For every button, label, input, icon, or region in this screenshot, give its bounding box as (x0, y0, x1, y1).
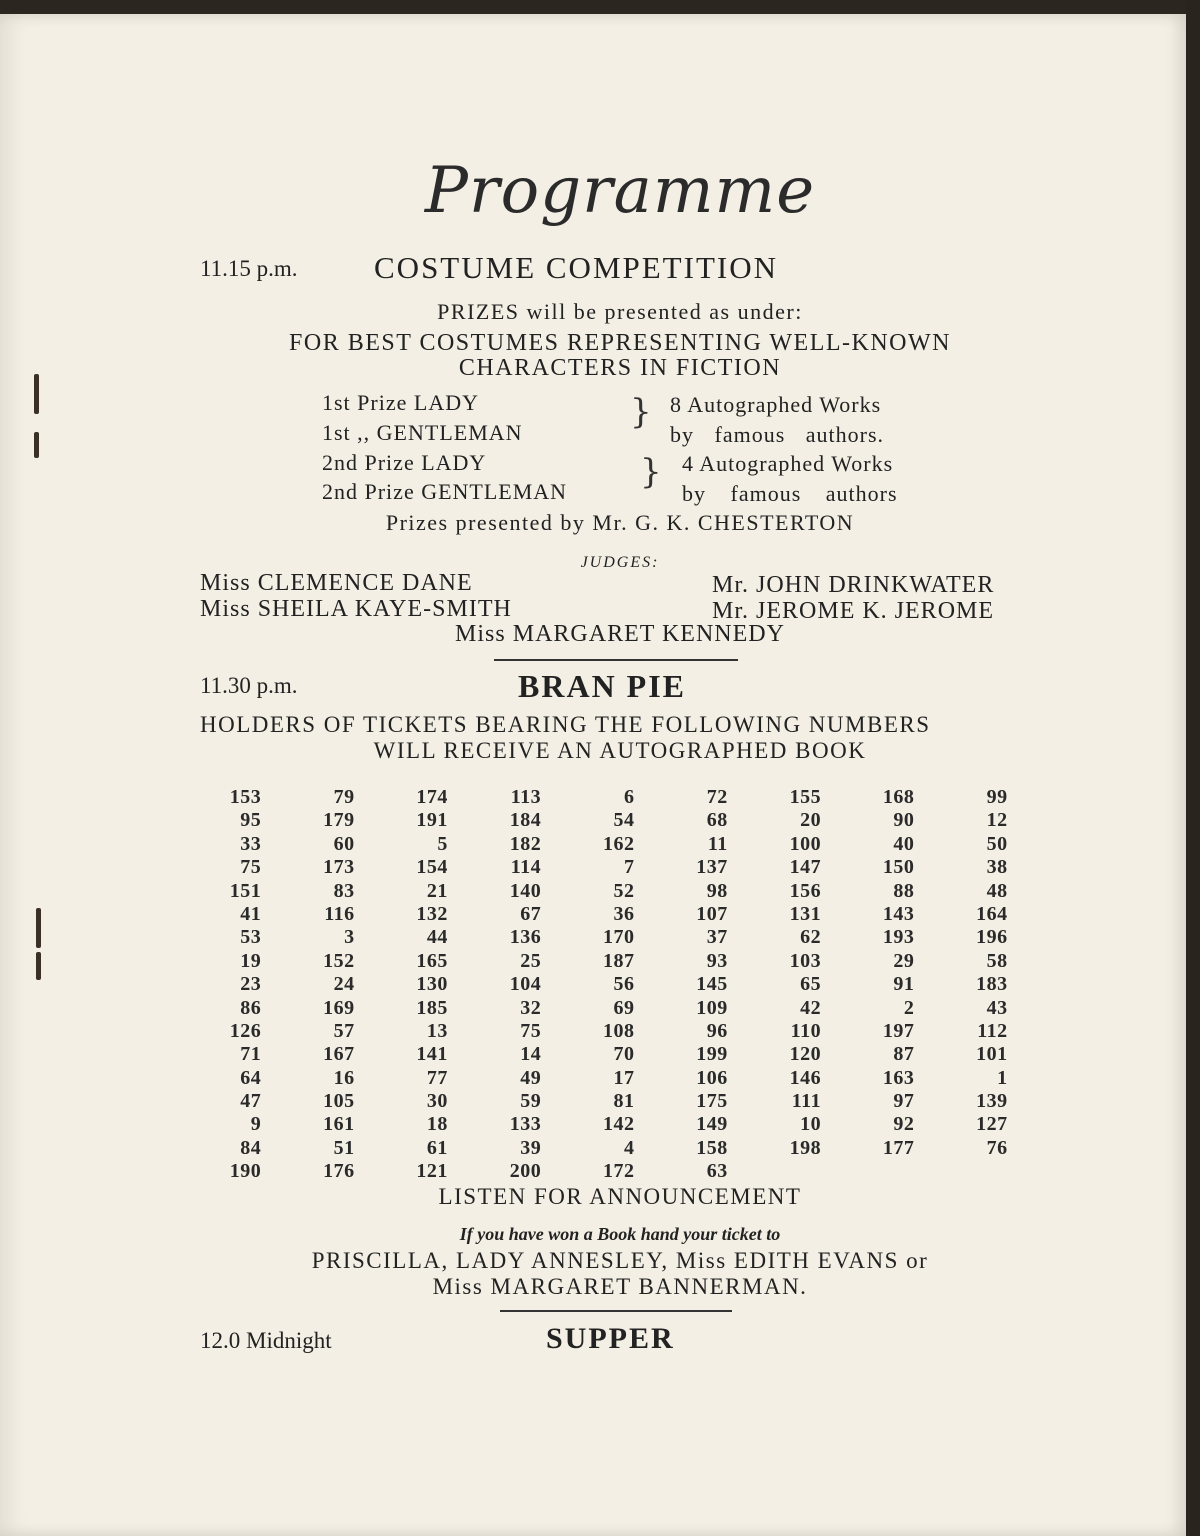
ticket-number: 50 (986, 832, 1008, 855)
ticket-number: 132 (416, 902, 448, 925)
binding-mark (36, 952, 41, 980)
ticket-number: 116 (324, 902, 355, 925)
ticket-number: 142 (602, 1113, 635, 1136)
ticket-number: 44 (426, 926, 448, 949)
prize-award: by famous authors. (670, 422, 885, 447)
ticket-number: 81 (613, 1090, 635, 1113)
ticket-number: 71 (240, 1043, 262, 1066)
ticket-number: 21 (426, 879, 448, 902)
ticket-number: 107 (696, 902, 728, 925)
ticket-number: 91 (893, 973, 915, 996)
programme-page (0, 14, 1186, 1536)
costume-time: 11.15 p.m. (200, 256, 298, 281)
ticket-number: 136 (509, 926, 542, 949)
ticket-number: 131 (789, 902, 822, 925)
ticket-number: 162 (602, 832, 635, 855)
ticket-number: 175 (696, 1090, 728, 1113)
number-row (180, 1113, 1020, 1136)
ticket-number: 126 (229, 1019, 262, 1042)
ticket-number: 47 (240, 1090, 262, 1113)
ticket-number: 112 (977, 1019, 1008, 1042)
category-line-2: CHARACTERS IN FICTION (458, 355, 782, 381)
ticket-number: 155 (789, 786, 822, 808)
ticket-number: 19 (240, 949, 262, 972)
ticket-number: 13 (426, 1019, 448, 1042)
bran-pie-line-1: HOLDERS OF TICKETS BEARING THE FOLLOWING NUMBERS (200, 712, 931, 737)
ticket-number: 174 (416, 786, 448, 808)
ticket-number: 88 (893, 879, 915, 902)
ticket-number: 114 (510, 856, 542, 879)
ticket-number: 95 (240, 809, 262, 832)
prize-award: 8 Autographed Works (670, 392, 882, 417)
judge-name: Miss CLEMENCE DANE (200, 570, 473, 596)
ticket-number: 76 (986, 1136, 1008, 1159)
ticket-number: 87 (893, 1043, 915, 1066)
ticket-number: 185 (416, 996, 448, 1019)
ticket-number: 10 (800, 1113, 822, 1136)
ticket-number: 67 (520, 902, 542, 925)
number-row (180, 903, 1020, 926)
prize-award: 4 Autographed Works (682, 451, 894, 476)
ticket-number: 111 (791, 1090, 822, 1113)
ticket-number: 151 (229, 879, 262, 902)
prize-label: 2nd Prize LADY (322, 450, 487, 475)
ticket-number: 33 (240, 832, 262, 855)
ticket-number: 75 (520, 1019, 542, 1042)
presented-by: Prizes presented by Mr. G. K. CHESTERTON (385, 510, 855, 535)
ticket-number: 101 (976, 1043, 1008, 1066)
number-row (180, 786, 1020, 809)
ticket-number: 5 (437, 832, 448, 855)
ticket-number: 77 (426, 1066, 448, 1089)
ticket-number: 29 (893, 949, 915, 972)
ticket-number: 113 (510, 786, 542, 808)
supper-heading: SUPPER (546, 1322, 675, 1355)
binding-mark (34, 432, 39, 458)
ticket-number: 139 (976, 1090, 1008, 1113)
contact-line-1: PRISCILLA, LADY ANNESLEY, Miss EDITH EVANS or (311, 1248, 929, 1273)
ticket-number: 30 (426, 1090, 448, 1113)
listen-announcement: LISTEN FOR ANNOUNCEMENT (438, 1184, 802, 1209)
ticket-number: 65 (800, 973, 822, 996)
ticket-number: 7 (623, 856, 635, 879)
ticket-number: 72 (706, 786, 728, 808)
ticket-number: 63 (706, 1160, 728, 1183)
ticket-number: 130 (416, 973, 448, 996)
ticket-number: 25 (520, 949, 542, 972)
number-row (180, 1090, 1020, 1113)
ticket-number: 137 (696, 856, 728, 879)
ticket-number: 104 (509, 973, 542, 996)
ticket-number: 169 (323, 996, 355, 1019)
prize-label: 1st ,, GENTLEMAN (322, 420, 523, 445)
ticket-number: 39 (520, 1136, 542, 1159)
binding-mark (36, 908, 41, 948)
ticket-number: 127 (976, 1113, 1008, 1136)
prizes-intro: PRIZES will be presented as under: (437, 299, 803, 324)
bran-pie-line-2: WILL RECEIVE AN AUTOGRAPHED BOOK (373, 738, 867, 763)
ticket-number: 170 (602, 926, 635, 949)
ticket-number: 49 (520, 1066, 542, 1089)
ticket-number: 41 (240, 902, 262, 925)
prize-label: 2nd Prize GENTLEMAN (322, 479, 568, 504)
ticket-number: 12 (986, 809, 1008, 832)
ticket-number: 84 (240, 1136, 262, 1159)
ticket-number-grid (180, 786, 1020, 1184)
ticket-number: 6 (623, 786, 635, 808)
ticket-number: 106 (696, 1066, 728, 1089)
ticket-number: 48 (986, 879, 1008, 902)
ticket-number: 143 (882, 902, 915, 925)
ticket-number: 156 (789, 879, 822, 902)
bran-pie-heading: BRAN PIE (518, 668, 687, 704)
number-row (180, 880, 1020, 903)
ticket-number: 173 (323, 856, 355, 879)
divider (494, 659, 738, 661)
ticket-number: 150 (882, 856, 915, 879)
ticket-number: 108 (602, 1019, 635, 1042)
ticket-number: 51 (333, 1136, 355, 1159)
number-row (180, 926, 1020, 949)
ticket-number: 11 (707, 832, 728, 855)
ticket-number: 69 (613, 996, 635, 1019)
judges-label: JUDGES: (580, 554, 660, 571)
costume-heading: COSTUME COMPETITION (374, 250, 778, 285)
contact-line-2: Miss MARGARET BANNERMAN. (432, 1274, 808, 1299)
ticket-number: 92 (893, 1113, 915, 1136)
ticket-number: 68 (706, 809, 728, 832)
number-row (180, 997, 1020, 1020)
ticket-number: 70 (613, 1043, 635, 1066)
judge-name: Miss MARGARET KENNEDY (455, 621, 785, 647)
ticket-number: 99 (986, 786, 1008, 808)
ticket-number: 23 (240, 973, 262, 996)
ticket-number: 9 (250, 1113, 262, 1136)
number-row (180, 833, 1020, 856)
ticket-number: 146 (789, 1066, 822, 1089)
ticket-number: 184 (509, 809, 542, 832)
ticket-number: 193 (882, 926, 915, 949)
ticket-number: 177 (882, 1136, 915, 1159)
divider (500, 1310, 732, 1312)
ticket-number: 38 (986, 856, 1008, 879)
prize-label: 1st Prize LADY (322, 390, 479, 415)
ticket-number: 58 (986, 949, 1008, 972)
ticket-number: 4 (623, 1136, 635, 1159)
ticket-number: 141 (416, 1043, 448, 1066)
ticket-number: 172 (602, 1160, 635, 1183)
ticket-number: 96 (706, 1019, 728, 1042)
brace-icon: } (630, 392, 652, 432)
ticket-number: 105 (323, 1090, 355, 1113)
ticket-number: 163 (882, 1066, 915, 1089)
ticket-number: 183 (976, 973, 1008, 996)
ticket-number: 133 (509, 1113, 542, 1136)
ticket-number: 187 (602, 949, 635, 972)
ticket-number: 86 (240, 996, 262, 1019)
ticket-number: 79 (333, 786, 355, 808)
ticket-number: 109 (696, 996, 728, 1019)
ticket-number: 145 (696, 973, 728, 996)
number-row (180, 1020, 1020, 1043)
ticket-number: 56 (613, 973, 635, 996)
ticket-number: 59 (520, 1090, 542, 1113)
ticket-number: 103 (789, 949, 822, 972)
ticket-number: 14 (520, 1043, 542, 1066)
ticket-number: 60 (333, 832, 355, 855)
supper-time: 12.0 Midnight (200, 1328, 332, 1353)
ticket-number: 154 (416, 856, 448, 879)
programme-title: Programme (424, 154, 816, 228)
ticket-number: 17 (613, 1066, 635, 1089)
category-line-1: FOR BEST COSTUMES REPRESENTING WELL-KNOWN (289, 330, 951, 356)
judge-name: Mr. JOHN DRINKWATER (712, 572, 995, 598)
ticket-number: 152 (323, 949, 355, 972)
ticket-number: 53 (240, 926, 262, 949)
ticket-number: 197 (882, 1019, 915, 1042)
ticket-number: 153 (229, 786, 262, 808)
ticket-number: 93 (706, 949, 728, 972)
ticket-number: 42 (800, 996, 822, 1019)
ticket-number: 61 (426, 1136, 448, 1159)
judge-name: Mr. JEROME K. JEROME (712, 598, 995, 624)
ticket-number: 54 (613, 809, 635, 832)
ticket-number: 97 (893, 1090, 915, 1113)
ticket-number: 196 (976, 926, 1008, 949)
ticket-number: 176 (323, 1160, 355, 1183)
number-row (180, 1067, 1020, 1090)
ticket-number: 147 (789, 856, 822, 879)
ticket-number: 20 (800, 809, 822, 832)
number-row (180, 809, 1020, 832)
ticket-number: 2 (903, 996, 915, 1019)
ticket-number: 18 (426, 1113, 448, 1136)
ticket-number: 167 (323, 1043, 355, 1066)
ticket-number: 182 (509, 832, 542, 855)
ticket-number: 199 (696, 1043, 728, 1066)
number-row (180, 1160, 1020, 1183)
prize-award: by famous authors (682, 481, 898, 506)
ticket-number: 200 (509, 1160, 542, 1183)
ticket-number: 179 (323, 809, 355, 832)
ticket-number: 121 (416, 1160, 448, 1183)
ticket-number (833, 1160, 926, 1183)
ticket-number: 164 (976, 902, 1008, 925)
ticket-number: 52 (613, 879, 635, 902)
ticket-number: 90 (893, 809, 915, 832)
ticket-number: 64 (240, 1066, 262, 1089)
ticket-number: 16 (333, 1066, 355, 1089)
brace-icon: } (640, 452, 662, 492)
ticket-number: 36 (613, 902, 635, 925)
ticket-number (926, 1160, 1019, 1183)
ticket-number: 1 (997, 1066, 1008, 1089)
won-note: If you have won a Book hand your ticket to (459, 1224, 781, 1244)
judge-name: Miss SHEILA KAYE-SMITH (200, 596, 512, 622)
ticket-number: 24 (333, 973, 355, 996)
ticket-number: 32 (520, 996, 542, 1019)
number-row (180, 856, 1020, 879)
ticket-number: 110 (790, 1019, 822, 1042)
ticket-number: 40 (893, 832, 915, 855)
ticket-number: 3 (344, 926, 355, 949)
ticket-number: 140 (509, 879, 542, 902)
ticket-number: 100 (789, 832, 822, 855)
ticket-number: 161 (323, 1113, 355, 1136)
ticket-number: 37 (706, 926, 728, 949)
ticket-number: 191 (416, 809, 448, 832)
ticket-number: 62 (800, 926, 822, 949)
number-row (180, 950, 1020, 973)
ticket-number: 75 (240, 856, 262, 879)
ticket-number: 120 (789, 1043, 822, 1066)
ticket-number: 83 (333, 879, 355, 902)
page-edge (1186, 0, 1200, 1536)
ticket-number: 168 (882, 786, 915, 808)
ticket-number: 149 (696, 1113, 728, 1136)
ticket-number: 57 (333, 1019, 355, 1042)
bran-pie-time: 11.30 p.m. (200, 673, 298, 698)
number-row (180, 973, 1020, 996)
ticket-number: 43 (986, 996, 1008, 1019)
ticket-number (740, 1160, 833, 1183)
ticket-number: 190 (229, 1160, 262, 1183)
number-row (180, 1137, 1020, 1160)
ticket-number: 158 (696, 1136, 728, 1159)
ticket-number: 165 (416, 949, 448, 972)
number-row (180, 1043, 1020, 1066)
ticket-number: 98 (706, 879, 728, 902)
ticket-number: 198 (789, 1136, 822, 1159)
